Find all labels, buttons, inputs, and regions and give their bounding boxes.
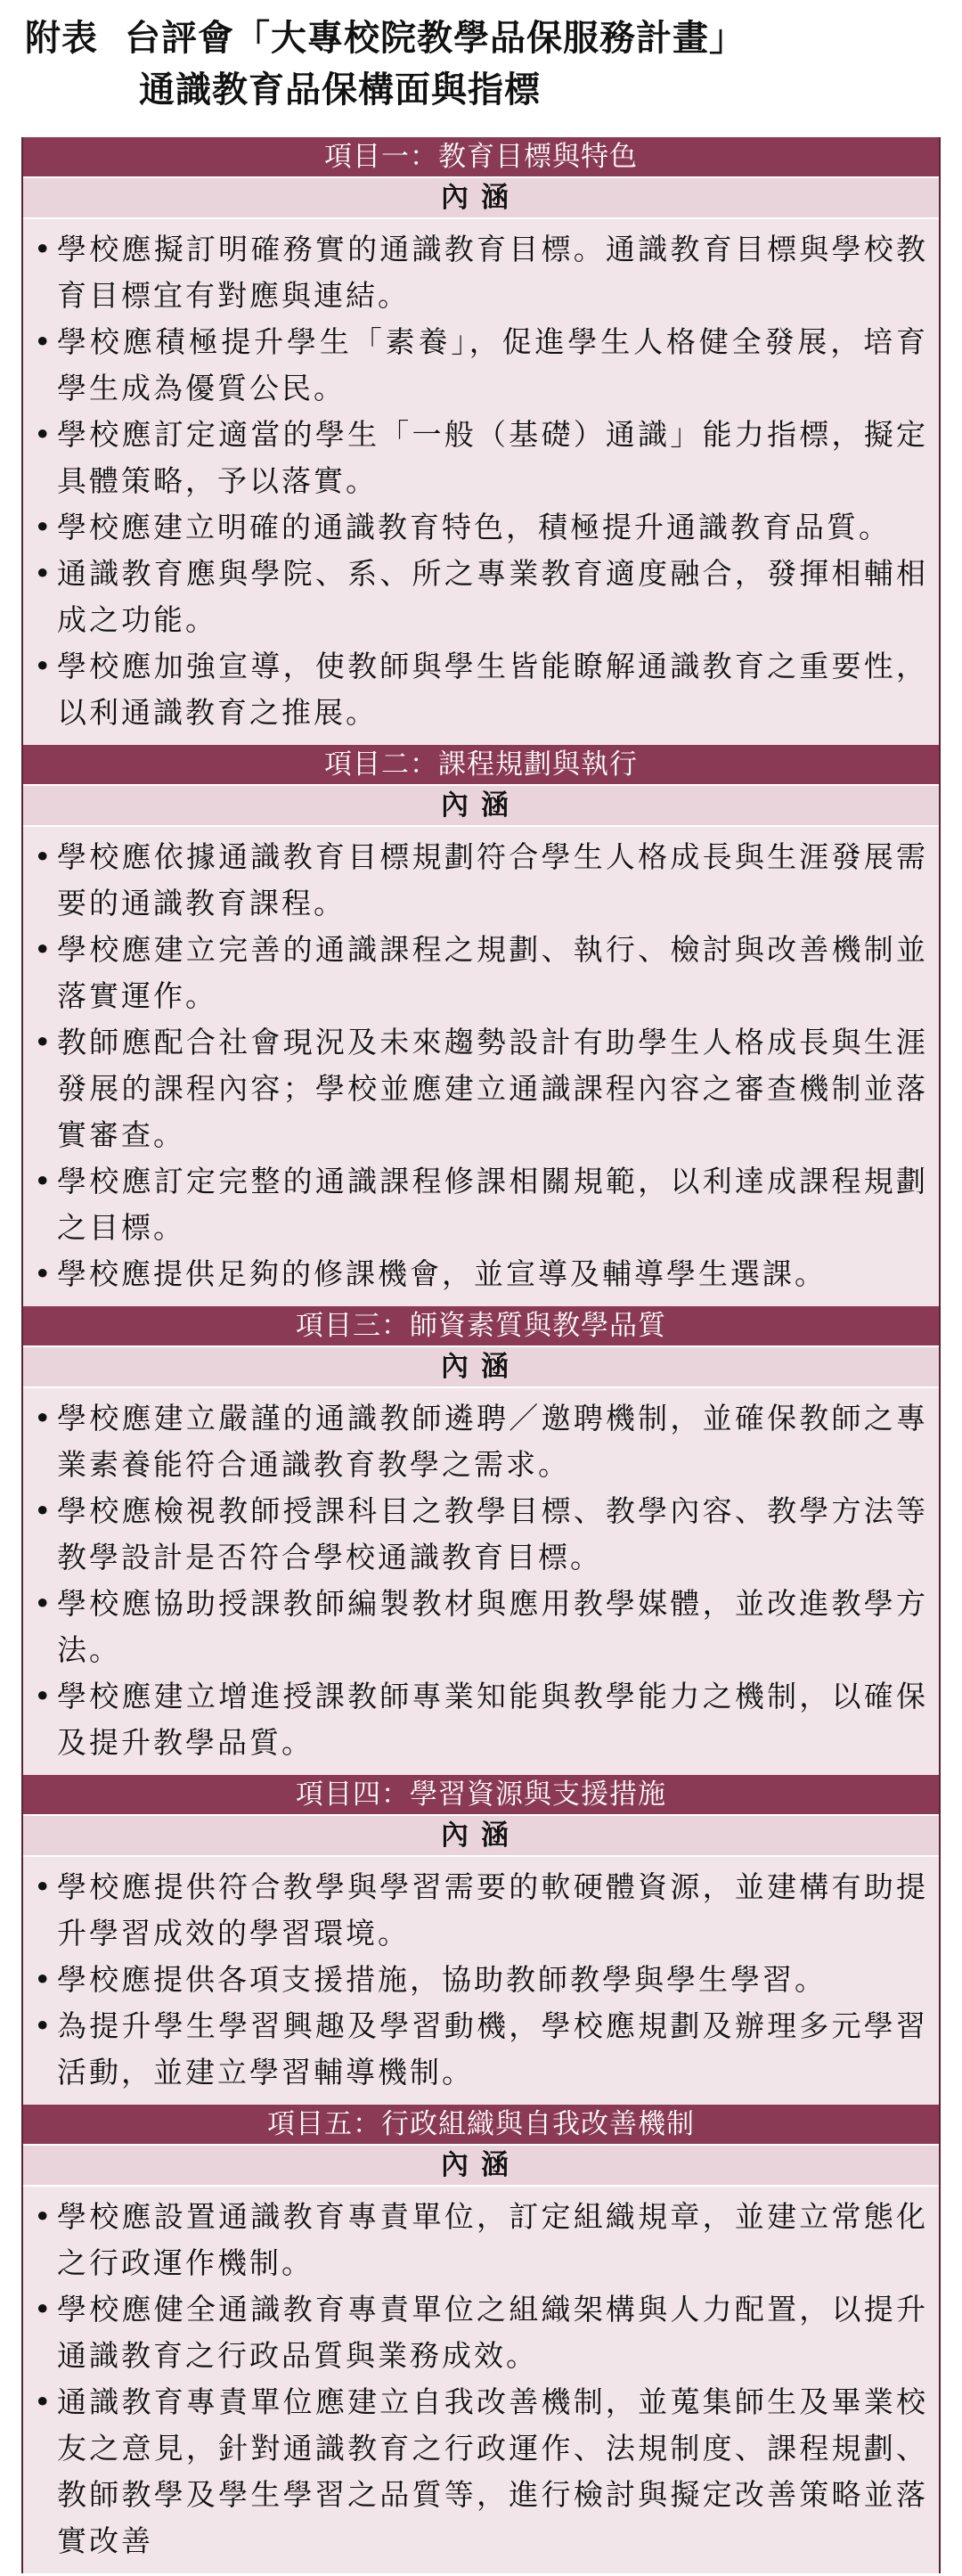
indicator-item <box>34 2286 928 2379</box>
indicator-text: 教師應配合社會現況及未來趨勢設計有助學生人格成長與生涯發展的課程內容；學校並應建立通識課程內容之審查機制並落實審查。 <box>57 1025 928 1152</box>
bullet-icon: • <box>34 1164 54 1198</box>
section-2 <box>21 745 941 1306</box>
title-line-1 <box>25 12 962 64</box>
section-subheader: 內涵 <box>23 784 939 827</box>
indicator-item <box>34 927 928 1019</box>
indicator-item <box>34 1957 928 2003</box>
indicator-text: 學校應提供足夠的修課機會，並宣導及輔導學生選課。 <box>57 1256 827 1291</box>
bullet-icon: • <box>34 649 54 683</box>
bullet-icon: • <box>34 417 54 452</box>
indicator-text: 學校應建立明確的通識教育特色，積極提升通識教育品質。 <box>57 510 891 544</box>
indicator-item <box>34 2379 928 2564</box>
section-header: 項目五：行政組織與自我改善機制 <box>23 2105 939 2144</box>
bullet-icon: • <box>34 232 54 266</box>
indicator-text: 學校應建立嚴謹的通識教師遴聘／邀聘機制，並確保教師之專業素養能符合通識教育教學之需求。 <box>57 1401 928 1482</box>
indicator-text: 學校應設置通識教育專責單位，訂定組織規章，並建立常態化之行政運作機制。 <box>57 2199 928 2280</box>
bullet-icon: • <box>34 1962 54 1997</box>
indicator-text: 為提升學生學習興趣及學習動機，學校應規劃及辦理多元學習活動，並建立學習輔導機制。 <box>57 2008 928 2089</box>
bullet-icon: • <box>34 839 54 874</box>
indicator-item <box>34 551 928 643</box>
document-title <box>0 0 962 130</box>
section-subheader: 內涵 <box>23 2144 939 2187</box>
bullet-icon: • <box>34 2384 54 2419</box>
indicator-text: 通識教育應與學院、系、所之專業教育適度融合，發揮相輔相成之功能。 <box>57 556 928 637</box>
indicator-item <box>34 412 928 504</box>
bullet-icon: • <box>34 2008 54 2043</box>
bullet-icon: • <box>34 1493 54 1528</box>
indicator-item <box>34 1673 928 1766</box>
bullet-icon: • <box>34 324 54 359</box>
indicator-item <box>34 319 928 412</box>
section-subheader: 內涵 <box>23 1814 939 1857</box>
indicator-text: 學校應依據通識教育目標規劃符合學生人格成長與生涯發展需要的通識教育課程。 <box>57 839 928 920</box>
title-main: 台評會「大專校院教學品保服務計畫」 <box>125 18 746 59</box>
bullet-icon: • <box>34 1679 54 1713</box>
indicator-item <box>34 834 928 927</box>
indicator-text: 通識教育專責單位應建立自我改善機制，並蒐集師生及畢業校友之意見，針對通識教育之行政運作、法規制度、課程規劃、教師教學及學生學習之品質等，進行檢討與擬定改善策略並落實改善 <box>57 2384 928 2558</box>
indicator-item <box>34 1864 928 1957</box>
indicator-text: 學校應訂定適當的學生「一般（基礎）通識」能力指標，擬定具體策略，予以落實。 <box>57 417 928 498</box>
indicator-item <box>34 1395 928 1488</box>
section-subheader: 內涵 <box>23 176 939 219</box>
section-subheader: 內涵 <box>23 1345 939 1388</box>
bullet-icon: • <box>34 510 54 544</box>
indicator-list <box>23 219 939 745</box>
indicator-text: 學校應檢視教師授課科目之教學目標、教學內容、教學方法等教學設計是否符合學校通識教育目標。 <box>57 1493 928 1574</box>
section-5 <box>21 2105 941 2573</box>
indicator-item <box>34 1019 928 1158</box>
indicator-text: 學校應協助授課教師編製教材與應用教學媒體，並改進教學方法。 <box>57 1586 928 1667</box>
indicator-text: 學校應提供符合教學與學習需要的軟硬體資源，並建構有助提升學習成效的學習環境。 <box>57 1869 928 1950</box>
indicator-item <box>34 1251 928 1297</box>
indicator-item <box>34 1158 928 1251</box>
title-prefix: 附表 <box>25 18 98 59</box>
section-header: 項目三：師資素質與教學品質 <box>23 1306 939 1345</box>
indicator-item <box>34 504 928 551</box>
section-header: 項目四：學習資源與支援措施 <box>23 1775 939 1814</box>
section-3 <box>21 1306 941 1775</box>
indicator-text: 學校應訂定完整的通識課程修課相關規範，以利達成課程規劃之目標。 <box>57 1164 928 1245</box>
indicator-item <box>34 643 928 736</box>
indicator-item <box>34 2003 928 2096</box>
indicator-list <box>23 1388 939 1775</box>
bullet-icon: • <box>34 1586 54 1621</box>
section-header: 項目一：教育目標與特色 <box>23 137 939 176</box>
indicator-item <box>34 226 928 319</box>
section-4 <box>21 1775 941 2105</box>
indicator-item <box>34 1488 928 1581</box>
indicator-text: 學校應健全通識教育專責單位之組織架構與人力配置，以提升通識教育之行政品質與業務成效。 <box>57 2292 928 2373</box>
indicator-text: 學校應建立增進授課教師專業知能與教學能力之機制，以確保及提升教學品質。 <box>57 1679 928 1760</box>
bullet-icon: • <box>34 556 54 591</box>
section-header: 項目二：課程規劃與執行 <box>23 745 939 784</box>
indicator-list <box>23 1857 939 2105</box>
indicator-table <box>21 137 941 2573</box>
bullet-icon: • <box>34 2292 54 2327</box>
bullet-icon: • <box>34 1025 54 1059</box>
indicator-item <box>34 2194 928 2286</box>
indicator-text: 學校應擬訂明確務實的通識教育目標。通識教育目標與學校教育目標宜有對應與連結。 <box>57 232 928 313</box>
bullet-icon: • <box>34 1256 54 1291</box>
bullet-icon: • <box>34 1869 54 1904</box>
indicator-list <box>23 827 939 1306</box>
indicator-text: 學校應加強宣導，使教師與學生皆能瞭解通識教育之重要性，以利通識教育之推展。 <box>57 649 928 730</box>
indicator-text: 學校應建立完善的通識課程之規劃、執行、檢討與改善機制並落實運作。 <box>57 932 928 1013</box>
indicator-list <box>23 2187 939 2573</box>
bullet-icon: • <box>34 932 54 967</box>
section-1 <box>21 137 941 745</box>
bullet-icon: • <box>34 1401 54 1435</box>
indicator-text: 學校應積極提升學生「素養」，促進學生人格健全發展，培育學生成為優質公民。 <box>57 324 928 405</box>
bullet-icon: • <box>34 2199 54 2234</box>
indicator-text: 學校應提供各項支援措施，協助教師教學與學生學習。 <box>57 1962 827 1997</box>
title-line-2: 通識教育品保構面與指標 <box>139 70 541 110</box>
indicator-item <box>34 1581 928 1673</box>
